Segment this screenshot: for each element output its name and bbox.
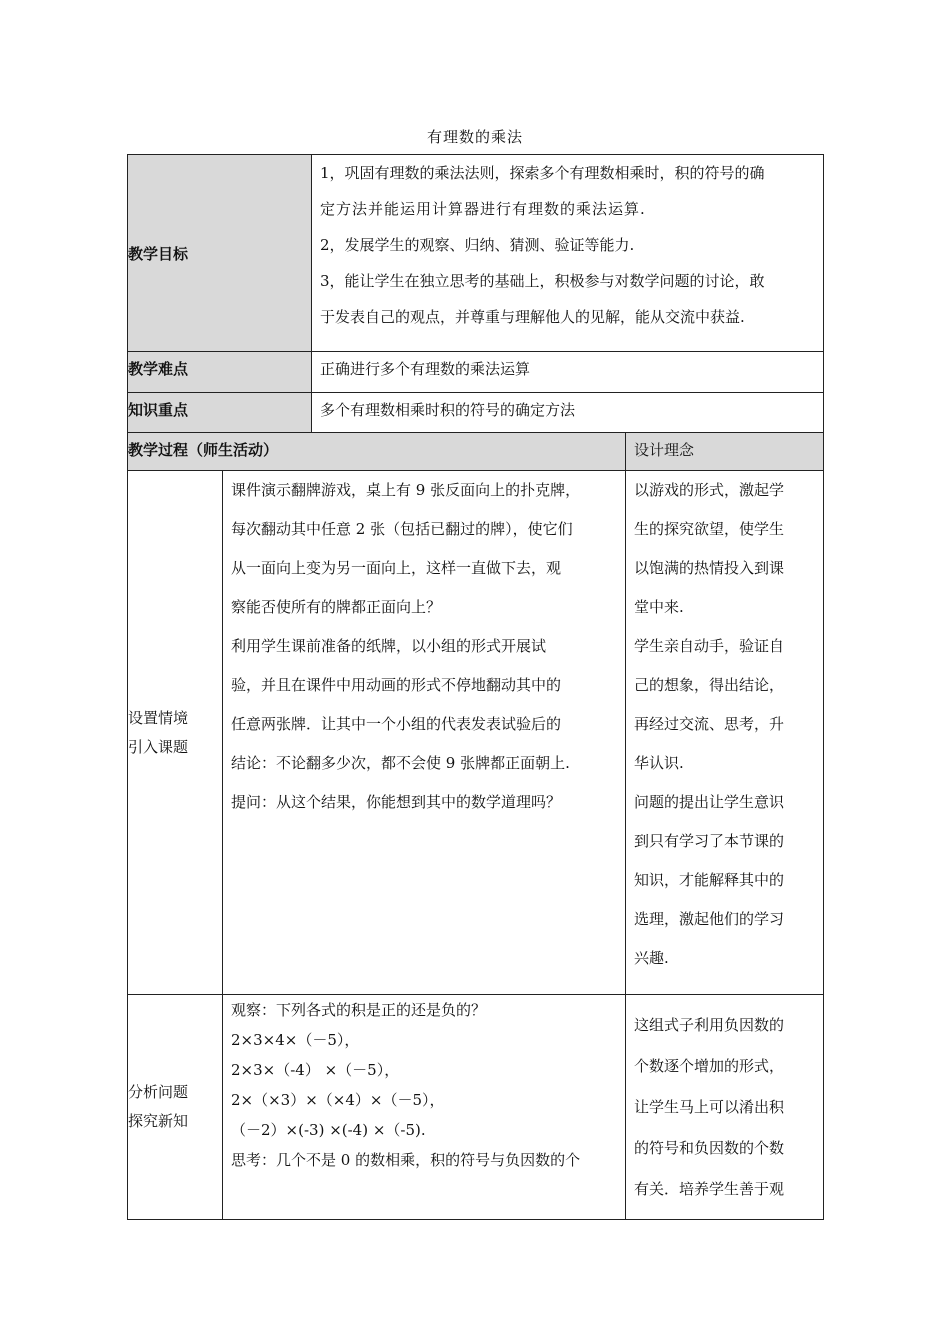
stage-line: 分析问题 <box>128 1083 189 1101</box>
concept-line: 知识，才能解释其中的 <box>634 871 785 889</box>
process-line: 2×3×4×（－5）， <box>231 1031 360 1049</box>
section-analysis-stage <box>128 995 223 1220</box>
objective-line: 3，能让学生在独立思考的基础上，积极参与对数学问题的讨论，敢 <box>320 272 765 290</box>
process-line: 任意两张牌．让其中一个小组的代表发表试验后的 <box>231 715 562 733</box>
section-analysis-concept <box>626 995 824 1220</box>
concept-line: 的符号和负因数的个数 <box>634 1139 785 1157</box>
process-header-label: 教学过程（师生活动） <box>128 433 626 471</box>
section-intro-concept <box>626 471 824 995</box>
process-line: 提问：从这个结果，你能想到其中的数学道理吗？ <box>231 793 562 811</box>
objective-line: 定方法并能运用计算器进行有理数的乘法运算. <box>320 200 646 218</box>
process-header-row <box>128 433 824 471</box>
concept-line: 学生亲自动手，验证自 <box>634 637 785 655</box>
concept-line: 再经过交流、思考，升 <box>634 715 785 733</box>
concept-header-label: 设计理念 <box>634 441 695 459</box>
concept-line: 问题的提出让学生意识 <box>634 793 785 811</box>
concept-line: 选理，激起他们的学习 <box>634 910 785 928</box>
concept-line: 这组式子利用负因数的 <box>634 1016 785 1034</box>
objective-line: 于发表自己的观点，并尊重与理解他人的见解，能从交流中获益. <box>320 308 745 326</box>
process-line: （－2）×(-3) ×(-4) ×（-5). <box>231 1121 426 1139</box>
section-intro-stage <box>128 471 223 995</box>
process-line: 观察：下列各式的积是正的还是负的？ <box>231 1001 487 1019</box>
objective-line: 2，发展学生的观察、归纳、猜测、验证等能力. <box>320 236 635 254</box>
process-line: 2×（×3）×（×4）×（－5）， <box>231 1091 445 1109</box>
concept-line: 兴趣. <box>634 949 669 967</box>
concept-line: 有关．培养学生善于观 <box>634 1180 785 1198</box>
process-line: 课件演示翻牌游戏，桌上有 9 张反面向上的扑克牌， <box>231 481 581 499</box>
process-line: 验，并且在课件中用动画的形式不停地翻动其中的 <box>231 676 562 694</box>
objectives-row <box>128 155 824 352</box>
key-point-text: 多个有理数相乘时积的符号的确定方法 <box>320 401 576 419</box>
process-line: 利用学生课前准备的纸牌，以小组的形式开展试 <box>231 637 547 655</box>
process-line: 2×3×（-4） ×（－5）， <box>231 1061 400 1079</box>
concept-header <box>626 433 824 471</box>
section-intro-row <box>128 471 824 995</box>
concept-line: 以游戏的形式，激起学 <box>634 481 785 499</box>
section-analysis-process <box>223 995 626 1220</box>
concept-line: 堂中来. <box>634 598 684 616</box>
objectives-content <box>312 155 824 352</box>
page-title: 有理数的乘法 <box>426 128 523 146</box>
difficulty-row <box>128 352 824 393</box>
concept-line: 以饱满的热情投入到课 <box>634 559 785 577</box>
process-line: 每次翻动其中任意 2 张（包括已翻过的牌），使它们 <box>231 520 573 538</box>
objective-line: 1，巩固有理数的乘法法则，探索多个有理数相乘时，积的符号的确 <box>320 164 765 182</box>
concept-line: 生的探究欲望，使学生 <box>634 520 785 538</box>
process-line: 思考：几个不是 0 的数相乘，积的符号与负因数的个 <box>231 1151 581 1169</box>
difficulty-text: 正确进行多个有理数的乘法运算 <box>320 360 531 378</box>
difficulty-content <box>312 352 824 393</box>
process-line: 结论：不论翻多少次，都不会使 9 张牌都正面朝上. <box>231 754 570 772</box>
concept-line: 己的想象，得出结论， <box>634 676 785 694</box>
difficulty-label: 教学难点 <box>128 352 312 393</box>
key-point-label: 知识重点 <box>128 393 312 433</box>
process-line: 从一面向上变为另一面向上，这样一直做下去，观 <box>231 559 562 577</box>
concept-line: 让学生马上可以淆出积 <box>634 1098 785 1116</box>
concept-line: 到只有学习了本节课的 <box>634 832 785 850</box>
section-analysis-row <box>128 995 824 1220</box>
concept-line: 华认识. <box>634 754 684 772</box>
concept-line: 个数逐个增加的形式， <box>634 1057 785 1075</box>
process-line: 察能否使所有的牌都正面向上？ <box>231 598 442 616</box>
stage-line: 引入课题 <box>128 737 189 756</box>
key-point-content <box>312 393 824 433</box>
stage-line: 探究新知 <box>128 1112 189 1130</box>
key-point-row <box>128 393 824 433</box>
lesson-plan-table <box>127 154 824 1220</box>
section-intro-process <box>223 471 626 995</box>
stage-line: 设置情境 <box>128 708 189 727</box>
objectives-label: 教学目标 <box>128 155 312 352</box>
